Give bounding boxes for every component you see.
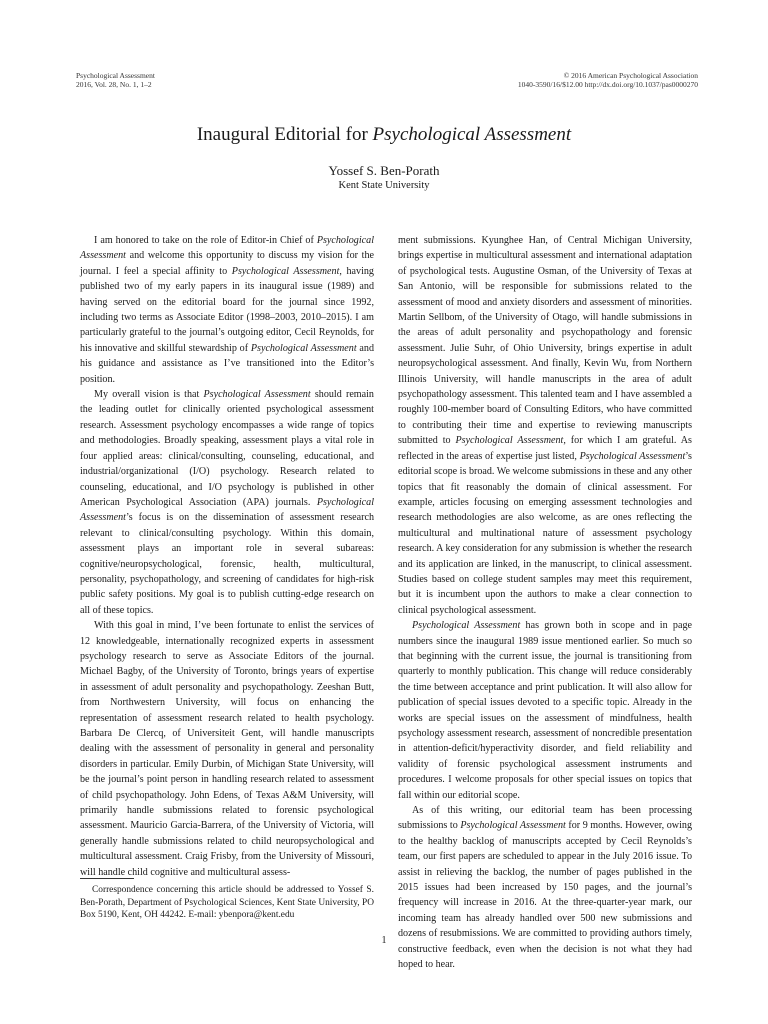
text-run: My overall vision is that (94, 389, 204, 401)
left-column (80, 233, 374, 880)
paragraph (80, 387, 374, 618)
text-run: As of this writing, our editorial team has been processing submissions to (398, 805, 692, 832)
text-run: has grown both in scope and in page numbers since the inaugural 1989 issue mentioned earlier. So much so that beginning with the current issue, the journal is transitioning from quarterly to monthly publication. This change will reduce considerably the time between acceptance and print publication. It will also allow for publication of special issues devoted to a specific topic. Already in the works are special issues on the assessment of mindfulness, health psychology assessment research, assessment of noncredible presentation in attention-deficit/hyperactivity disorder, and field reliability and validity of forensic psychological assessment instruments and procedures. I welcome proposals for other special issues on topics that fall within our editorial scope. (398, 620, 692, 801)
text-run: for 9 months. However, owing to the healthy backlog of manuscripts accepted by Cecil Reynolds’s team, our first papers are scheduled to appear in the July 2016 issue. To assist in relieving the backlog, the number of pages published in the 2015 issues had been increased by 150 pages, and the journal’s frequency will increase in 2016. At the three-quarter-year mark, our incoming team has already handled over 500 new submissions and dozens of resubmissions. We are committed to providing authors timely, constructive feedback, even when the decision is not what they had hoped to hear. (398, 820, 692, 971)
paragraph (398, 233, 692, 618)
text-run: , having published two of my early papers in its inaugural issue (1989) and having served on the editorial board for the journal since 1992, including two terms as Associate Editor (1998–2003, 2010–2015). I am particularly grateful to the journal’s outgoing editor, Cecil Reynolds, for his innovative and skillful stewardship of (80, 265, 374, 354)
author-affiliation: Kent State University (338, 180, 430, 191)
copyright-line: © 2016 American Psychological Association (563, 71, 698, 80)
footnote-rule (80, 878, 134, 879)
text-run: ment submissions. Kyunghee Han, of Central Michigan University, brings expertise in multicultural assessment and international adaptation of psychological tests. Augustine Osman, of the University of Texas at San Antonio, will be responsible for submissions related to the assessment of mood and anxiety disorders and assessment of minorities. Martin Sellbom, of the University of Otago, will handle submissions in the areas of adult personality and psychopathology and forensic assessment. Julie Suhr, of Ohio University, brings expertise in adult neuropsychological assessment. And finally, Kevin Wu, from Northern Illinois University, will handle manuscripts in the area of adult psychopathology assessment. This talented team and I have assembled a roughly 100-member board of Consulting Editors, who have committed to contributing their time and expertise to reviewing manuscripts submitted to (398, 235, 692, 447)
paragraph (398, 618, 692, 803)
paragraph (80, 233, 374, 387)
text-run: and his guidance and assistance as I’ve transitioned into the Editor’s position. (80, 342, 374, 385)
right-column (398, 233, 692, 973)
text-run: ’s editorial scope is broad. We welcome submissions in these and any other topics that fit reasonably the domain of clinical assessment. For example, articles focusing on emerging assessment technologies and research methodologies are also welcome, as are ones reflecting the multicultural and multinational nature of assessment psychology research. A key consideration for any submission is whether the research and its application are linked, in the manuscript, to clinical assessment. Studies based on college student samples may meet this requirement, but it is incumbent upon the authors to make a clear connection to clinical psychological assessment. (398, 450, 692, 616)
italic-run: Psychological Assessment (460, 820, 566, 832)
italic-run: Psychological Assessment (80, 496, 374, 524)
journal-name: Psychological Assessment (76, 71, 155, 80)
italic-run: Psychological Assessment (455, 435, 564, 447)
text-run: , for which I am grateful. As reflected in the areas of expertise just listed, (398, 435, 692, 462)
title-prefix: Inaugural Editorial for (196, 124, 373, 145)
italic-run: Psychological Assessment (231, 265, 340, 277)
author-name: Yossef S. Ben-Porath (328, 163, 440, 178)
volume-info: 2016, Vol. 28, No. 1, 1–2 (76, 79, 152, 89)
page-number: 1 (381, 935, 387, 946)
italic-run: Psychological Assessment (579, 450, 686, 462)
text-run: and welcome this opportunity to discuss my vision for the journal. I feel a special affinity to (80, 250, 374, 277)
text-run: I am honored to take on the role of Editor-in Chief of (94, 235, 317, 246)
text-run: should remain the leading outlet for clinically oriented psychological assessment research. Assessment psychology encompasses a wide range of topics and methodologies. Broadly speaking, assessment plays a vital role in four applied areas: clinical/consulting, counseling, educational, and industrial/organizational (I/O) psychology. Research related to counseling, educational, and I/O psychology is published in other American Psychological Association (APA) journals. (80, 389, 374, 508)
correspondence-footnote: Correspondence concerning this article should be addressed to Yossef S. Ben-Porath, Department of Psychological Sciences, Kent State University, PO Box 5190, Kent, OH 44242. E-mail: ybenpora@kent.edu (80, 885, 374, 921)
title-journal: Psychological Assessment (372, 124, 572, 145)
issn-doi-line: 1040-3590/16/$12.00 http://dx.doi.org/10.1037/pas0000270 (517, 79, 698, 89)
italic-run: Psychological Assessment (250, 342, 357, 354)
running-header-left (76, 72, 155, 89)
article-title (0, 124, 768, 146)
italic-run: Psychological Assessment (203, 389, 311, 401)
text-run: ’s focus is on the dissemination of assessment research relevant to clinical/consulting psychology. Within this domain, assessment plays an important role in several subareas: cognitive/neuropsychological, forensic, health, multicultural, personality, psychopathology, and screening of candidates for high-risk public safety positions. My goal is to publish cutting-edge research on all of these topics. (80, 512, 374, 616)
running-header-right (518, 72, 698, 89)
italic-run: Psychological Assessment (412, 620, 521, 632)
paragraph (398, 803, 692, 972)
italic-run: Psychological Assessment (80, 235, 374, 262)
paragraph: With this goal in mind, I’ve been fortunate to enlist the services of 12 knowledgeable, internationally recognized experts in assessment psychology research to serve as Associate Editors of the journal. Michael Bagby, of the University of Toronto, brings years of expertise in assessment of adult personality and psychopathology. Zeeshan Butt, from Northwestern University, will focus on enhancing the representation of assessment research related to health psychology. Barbara De Clercq, of Universiteit Gent, will handle manuscripts dealing with the assessment of personality in general and personality disorders in particular. Emily Durbin, of Michigan State University, will be the journal’s point person in handling research related to assessment of child psychopathology. John Edens, of Texas A&M University, will primarily handle submissions related to forensic psychological assessment. Mauricio Garcia-Barrera, of the University of Victoria, will generally handle submissions related to child neuropsychological and multicultural assessment. Craig Frisby, from the University of Missouri, will handle child cognitive and multicultural assess- (80, 620, 374, 878)
